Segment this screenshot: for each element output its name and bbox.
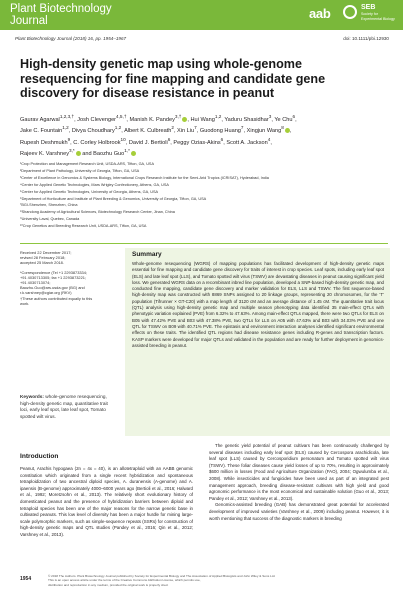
seb-logo-icon (343, 5, 357, 19)
affiliation-item: ⁴Center for Applied Genetic Technologies, Mars Wrigley Confectionery, Athens, GA, USA (20, 182, 169, 187)
author-sup: 3,† (174, 114, 182, 119)
affiliation-item: ⁷BGI-Shenzhen, Shenzhen, China (20, 203, 78, 208)
author-name[interactable]: , Divya Choudhary (68, 128, 115, 135)
doi-link[interactable]: doi: 10.1111/pbi.12930 (343, 36, 389, 41)
orcid-icon[interactable] (131, 151, 136, 156)
affiliation-item: ²Department of Plant Pathology, University of Georgia, Tifton, GA, USA (20, 168, 140, 173)
article-title: High-density genetic map using whole-genome resequencing for fine mapping and candidate gene discovery for disease resistance in peanut (20, 57, 326, 101)
author-name[interactable]: , Ye Chu (271, 116, 293, 123)
seb-logo-sub1: Society for (361, 12, 378, 16)
introduction-heading: Introduction (20, 453, 59, 460)
author-name[interactable]: Jake C. Fountain (20, 128, 63, 135)
equal-contribution-note: †These authors contributed equally to this (20, 295, 93, 301)
author-name[interactable]: , Peggy Ozias-Akins (170, 139, 221, 146)
seb-logo-text: SEB (361, 4, 376, 11)
author-name[interactable]: , Scott A. Jackson (223, 139, 268, 146)
author-name[interactable]: , Hui Wang (187, 116, 215, 123)
author-sup: 6 (167, 136, 171, 142)
summary-heading: Summary (132, 251, 162, 258)
author-name[interactable]: Rupesh Deshmukh (20, 139, 68, 146)
aab-logo[interactable]: aab (309, 6, 331, 21)
correspondence-line: +91 4030713074; (20, 280, 51, 286)
author-sup: 7 (194, 125, 197, 131)
author-sup: 10 (120, 136, 126, 142)
affiliation-item: ⁸Shandong Academy of Agricultural Sciences, Biotechnology Research Center, Jinan, China (20, 210, 175, 215)
journal-header-band (0, 0, 403, 30)
section-divider (20, 243, 388, 244)
keywords-text: whole-genome resequencing, high-density genetic map, quantitative trait loci, early leaf spot, late leaf spot, Tomato spotted wilt virus. (20, 394, 108, 419)
accepted-date: accepted 25 March 2018. (20, 260, 64, 266)
affiliation-list (20, 161, 388, 230)
journal-name-line1: Plant Biotechnology (10, 3, 112, 15)
license-line[interactable]: This is an open access article under the terms of the Creative Commons Attribution License, which permits use, (48, 578, 201, 583)
author-sup: 1,2,3,† (59, 114, 75, 119)
author-sup: 1,* (124, 148, 130, 154)
author-sup: 9 (67, 136, 71, 142)
author-line-3 (20, 136, 388, 147)
affiliation-item: ¹Crop Protection and Management Research Unit, USDA-ARS, Tifton, GA, USA (20, 162, 155, 166)
author-sup: 7 (240, 125, 244, 131)
author-sup: 1,2 (114, 125, 122, 131)
author-sup: 4,5,† (116, 114, 127, 119)
revised-date: revised 28 February 2018; (20, 255, 66, 261)
author-name[interactable]: , Xin Liu (173, 128, 195, 135)
introduction-right-column (209, 443, 389, 522)
keywords-block (20, 394, 115, 420)
seb-logo-sub2: Experimental Biology (361, 16, 395, 21)
author-sup: 8 (281, 125, 284, 131)
correspondence-line: +91 4030713305; fax +1 2293873221; (20, 274, 86, 280)
author-name[interactable]: , Yaduru Shasidhar (221, 116, 269, 123)
author-list (20, 113, 388, 159)
author-name[interactable]: , Xingjun Wang (243, 128, 282, 135)
journal-name-line2: Journal (10, 15, 48, 27)
received-date: Received 22 December 2017; (20, 250, 72, 255)
keywords-label: Keywords: (20, 394, 44, 399)
affiliation-item: ⁶Department of Horticulture and Institute of Plant Breeding & Genomics, University of Georgia, Tifton, GA, USA (20, 196, 207, 201)
affiliation-item: ⁹University Laval, Quebec, Canada (20, 217, 80, 222)
author-sup: 1,2 (214, 114, 222, 119)
correspondence-line: *Correspondence (Tel +1 2293873334; (20, 269, 87, 275)
citation-line: Plant Biotechnology Journal (2018) 16, pp. 1954–1967 (15, 36, 127, 41)
article-history (20, 250, 115, 306)
seb-logo[interactable] (361, 4, 395, 21)
author-name[interactable]: , David J. Bertioli (125, 139, 168, 146)
author-name[interactable]: , C. Corley Holbrook (70, 139, 121, 146)
author-name[interactable]: , Josh Clevenger (74, 116, 117, 123)
journal-name[interactable] (10, 3, 112, 27)
affiliation-item: ³Center of Excellence in Genomics & Systems Biology, International Crops Research Institute for the Semi-Arid Tropics (ICRISAT), Hyderabad, India (20, 175, 269, 180)
introduction-left-column: Peanut, Arachis hypogaea (2n = 4x = 40), is an allotetraploid with an AABB genomic constitution which originated from a single recent hybridization and spontaneous tetraploidization of two ancestral diploid species, A. duranensis (A-genome) and A. ipaensis (B-genome) approximately 4000–6000 years ago (Bertioli et al., 2016; Halward et al., 1992; Moretzsohn et al., 2013). The relatively short evolutionary history of domesticated peanut and the presence of hybridization barriers between diploid and tetraploid species has been one of the major reasons for the narrow genetic base in cultivated peanuts. This low level of diversity has been a major hurdle for mining large-scale polymorphic markers, such as simple-sequence repeats (SSRs) for construction of high-density genetic maps and QTL studies (Pandey et al., 2016; Qin et al., 2012; Varshney et al., 2013). (20, 466, 193, 537)
equal-contribution-note: work. (20, 300, 30, 306)
author-name[interactable]: Gaurav Agarwal (20, 116, 60, 123)
author-separator: , (295, 116, 297, 123)
affiliation-item: ⁵Center for Applied Genetic Technologies, University of Georgia, Athens, GA, USA (20, 189, 159, 194)
author-name[interactable]: Rajeev K. Varshney (20, 151, 70, 158)
author-sup: 2 (171, 125, 174, 131)
license-line: distribution and reproduction in any medium, provided the original work is properly cited. (48, 582, 169, 587)
affiliation-item: ¹⁰Crop Genetics and Breeding Research Unit, USDA-ARS, Tifton, GA, USA (20, 224, 147, 229)
author-sup: 4 (267, 136, 271, 142)
page-number: 1954 (20, 576, 32, 582)
email-link[interactable]: Baozhu.Guo@ars.usda.gov (BG) and (20, 285, 85, 291)
author-line-1 (20, 113, 388, 124)
paragraph: The genetic yield potential of peanut cultivars has been continuously challenged by several diseases including early leaf spot (ELS) caused by Cercospora arachidicola, late leaf spot (LLS) caused by Cercosporidium personatum and Tomato spotted wilt virus (TSWV). These foliar diseases cause yield losses of up to 70%, resulting in approximately $600 million in losses (Food and Agriculture Organization (FAO), 2004; Ogwulumba et al., 2008). While insecticides and fungicides have been used as part of an integrated pest management approach, breeding disease-resistant cultivars with high yield and good agronomic performance is the most economical and sustainable solution (Guo et al., 2013; Pandey et al., 2012; Varshney et al., 2013). (209, 443, 389, 501)
email-link[interactable]: r.k.varshney@cgiar.org (RKV) (20, 290, 72, 296)
author-sup: 3,* (69, 148, 75, 154)
paragraph: Genomics-assisted breeding (GAB) has demonstrated great potential for accelerated development of improved varieties (Varshney et al., 2009) including peanut. However, it is worth mentioning that success of the diagnostic markers in breeding (209, 502, 389, 521)
author-line-2 (20, 124, 388, 135)
author-sup: 6 (220, 136, 224, 142)
summary-text: Whole-genome resequencing (WGRS) of mapping populations has facilitated development of high-density genetic maps essential for fine mapping and candidate gene discovery for traits of interest in crop species. Leaf spots, including early leaf spot (ELS) and late leaf spot (LLS), and Tomato spotted wilt virus (TSWV) are devastating diseases in peanut causing significant yield loss. We generated WGRS data on a recombinant inbred line population, developed a SNP-based high-density genetic map, and conducted fine mapping, candidate gene discovery and marker validation for ELS, LLS and TSWV. The first sequence-based high-density map was constructed with 8869 SNPs assigned to 20 linkage groups, representing 20 chromosomes, for the ‘T’ population (Tifrunner × GT-C20) with a map length of 3120 cM and an average distance of 1.45 cM. The quantitative trait locus (QTL) analysis using high-density genetic map and multiple season phenotyping data identified 35 main-effect QTLs with phenotypic variation explained (PVE) from 6.32% to 47.63%. Among main-effect QTLs mapped, there were two QTLs for ELS on B05 with 47.42% PVE and B03 with 47.38% PVE, two QTLs for LLS on A05 with 47.63% and B03 with 34.03% PVE and one QTL for TSWV on B09 with 40.71% PVE. The epistasis and environment interaction analyses identified significant environmental effects on these traits. The identified QTL regions had disease resistance genes including R-genes and transcription factors. KASP markers were developed for major QTLs and validated in the population and are ready for further deployment in genomics-assisted breeding in peanut. (132, 261, 384, 348)
author-name[interactable]: and Baozhu Guo (80, 151, 125, 158)
author-name[interactable]: , Guodong Huang (196, 128, 241, 135)
author-name[interactable]: , Manish K. Pandey (126, 116, 175, 123)
author-sup: 3 (268, 114, 272, 119)
author-separator: , (270, 139, 272, 146)
author-separator: , (289, 128, 292, 135)
author-sup: 1,2 (62, 125, 69, 131)
author-line-4 (20, 147, 388, 158)
author-name[interactable]: , Albert K. Culbreath (121, 128, 172, 135)
license-footer (48, 574, 389, 587)
license-line: © 2018 The Authors. Plant Biotechnology Journal published by Society for Experimental Biology and The Association of Applied Biologists and John Wiley & Sons Ltd. (48, 574, 276, 578)
author-sup: 6 (292, 114, 296, 119)
